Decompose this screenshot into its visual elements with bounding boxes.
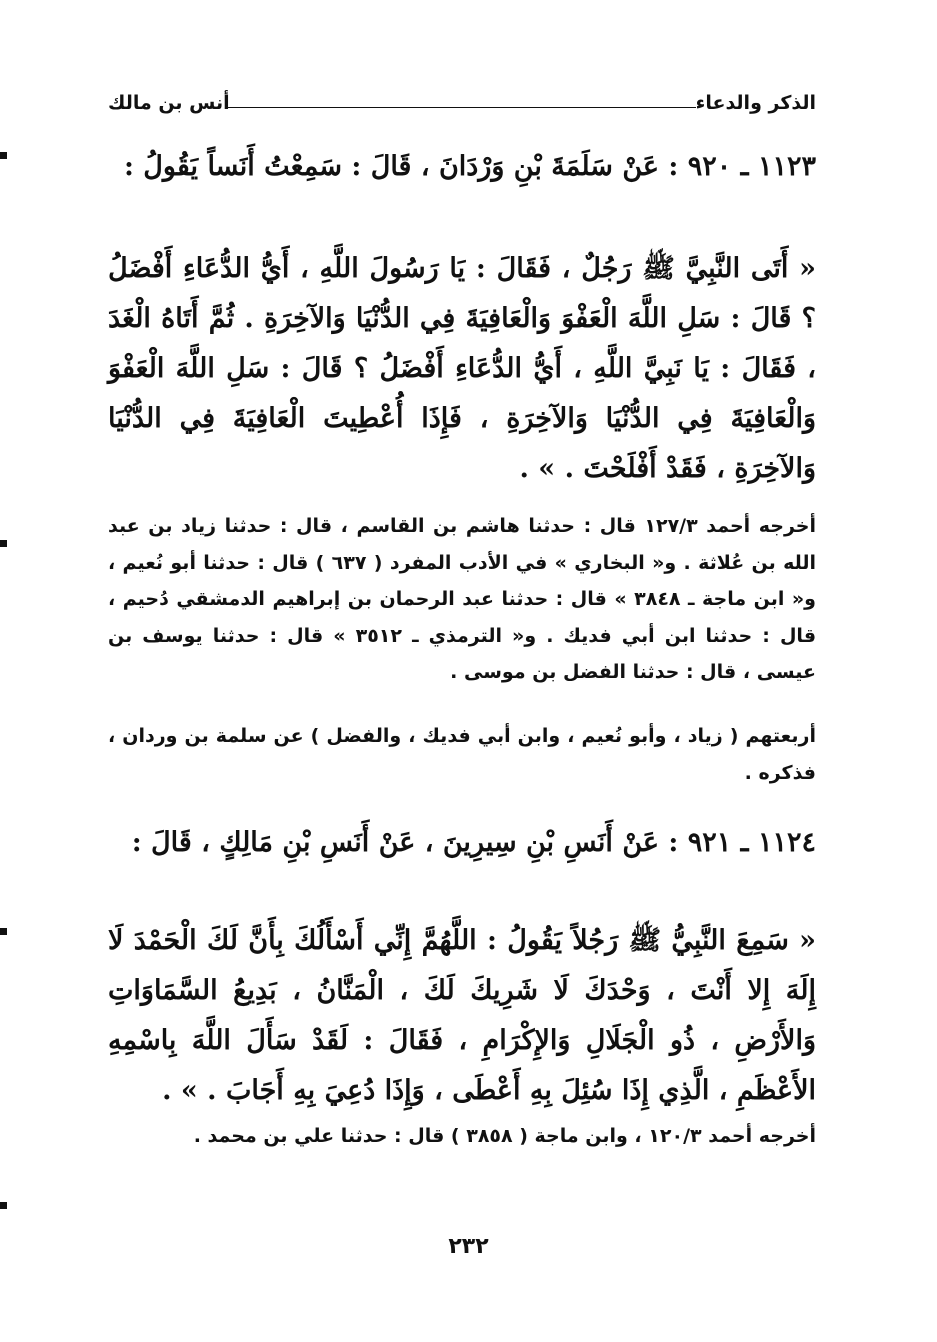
scan-edge-mark [0, 540, 7, 547]
scan-edge-mark [0, 1202, 7, 1209]
scan-edge-mark [0, 152, 7, 159]
hadith-1124-takhrij: أخرجه أحمد ١٢٠/٣ ، وابن ماجة ( ٣٨٥٨ ) قال : حدثنا علي بن محمد . [193, 1125, 816, 1147]
header-chapter-title: الذكر والدعاء [695, 92, 816, 114]
hadith-1123-matn: « أَتَى النَّبِيَّ ﷺ رَجُلٌ ، فَقَالَ : يَا رَسُولَ اللَّهِ ، أَيُّ الدُّعَاءِ أَفْضَلُ ؟ قَالَ : سَلِ اللَّهَ الْعَفْوَ وَالْعَافِيَةَ فِي الدُّنْيَا وَالآخِرَةِ . ثُمَّ أَتَاهُ الْغَدَ ، فَقَالَ : يَا نَبِيَّ اللَّهِ ، أَيُّ الدُّعَاءِ أَفْضَلُ ؟ قَالَ : سَلِ اللَّهَ الْعَفْوَ وَالْعَافِيَةَ فِي الدُّنْيَا وَالآخِرَةِ ، فَإِذَا أُعْطِيتَ الْعَافِيَةَ فِي الدُّنْيَا وَالآخِرَةِ ، فَقَدْ أَفْلَحْتَ . » . [108, 253, 816, 484]
hadith-1123-takhrij: أخرجه أحمد ١٢٧/٣ قال : حدثنا هاشم بن القاسم ، قال : حدثنا زياد بن عبد الله بن عُلاثة . و« البخاري » في الأدب المفرد ( ٦٣٧ ) قال : حدثنا أبو نُعيم ، و« ابن ماجة ـ ٣٨٤٨ » قال : حدثنا عبد الرحمان بن إبراهيم الدمشقي دُحيم ، قال : حدثنا ابن أبي فديك . و« الترمذي ـ ٣٥١٢ » قال : حدثنا يوسف بن عيسى ، قال : حدثنا الفضل بن موسى . [108, 515, 817, 683]
scan-edge-mark [0, 928, 7, 935]
running-header [108, 88, 816, 128]
hadith-1124-matn: « سَمِعَ النَّبِيُّ ﷺ رَجُلاً يَقُولُ : اللَّهُمَّ إِنِّي أَسْأَلُكَ بِأَنَّ لَكَ الْحَمْدَ لَا إِلَهَ إِلا أَنْتَ ، وَحْدَكَ لَا شَرِيكَ لَكَ ، الْمَنَّانُ ، بَدِيعُ السَّمَاوَاتِ وَالأَرْضِ ، ذُو الْجَلَالِ وَالإِكْرَامِ ، فَقَالَ : لَقَدْ سَأَلَ اللَّهَ بِاسْمِهِ الأَعْظَمِ ، الَّذِي إِذَا سُئِلَ بِهِ أَعْطَى ، وَإِذَا دُعِيَ بِهِ أَجَابَ . » . [108, 925, 816, 1106]
hadith-1123-isnad: ١١٢٣ ـ ٩٢٠ : عَنْ سَلَمَةَ بْنِ وَرْدَانَ ، قَالَ : سَمِعْتُ أَنَساً يَقُولُ : [123, 151, 816, 182]
hadith-1123-takhrij-summary: أربعتهم ( زياد ، وأبو نُعيم ، وابن أبي فديك ، والفضل ) عن سلمة بن وردان ، فذكره . [108, 725, 816, 784]
page-number: ٢٣٢ [448, 1234, 489, 1259]
hadith-1124-isnad: ١١٢٤ ـ ٩٢١ : عَنْ أَنَسِ بْنِ سِيرِينَ ، عَنْ أَنَسِ بْنِ مَالِكٍ ، قَالَ : [131, 827, 816, 858]
header-rule [226, 107, 696, 108]
header-narrator-name: أنس بن مالك [108, 92, 230, 114]
